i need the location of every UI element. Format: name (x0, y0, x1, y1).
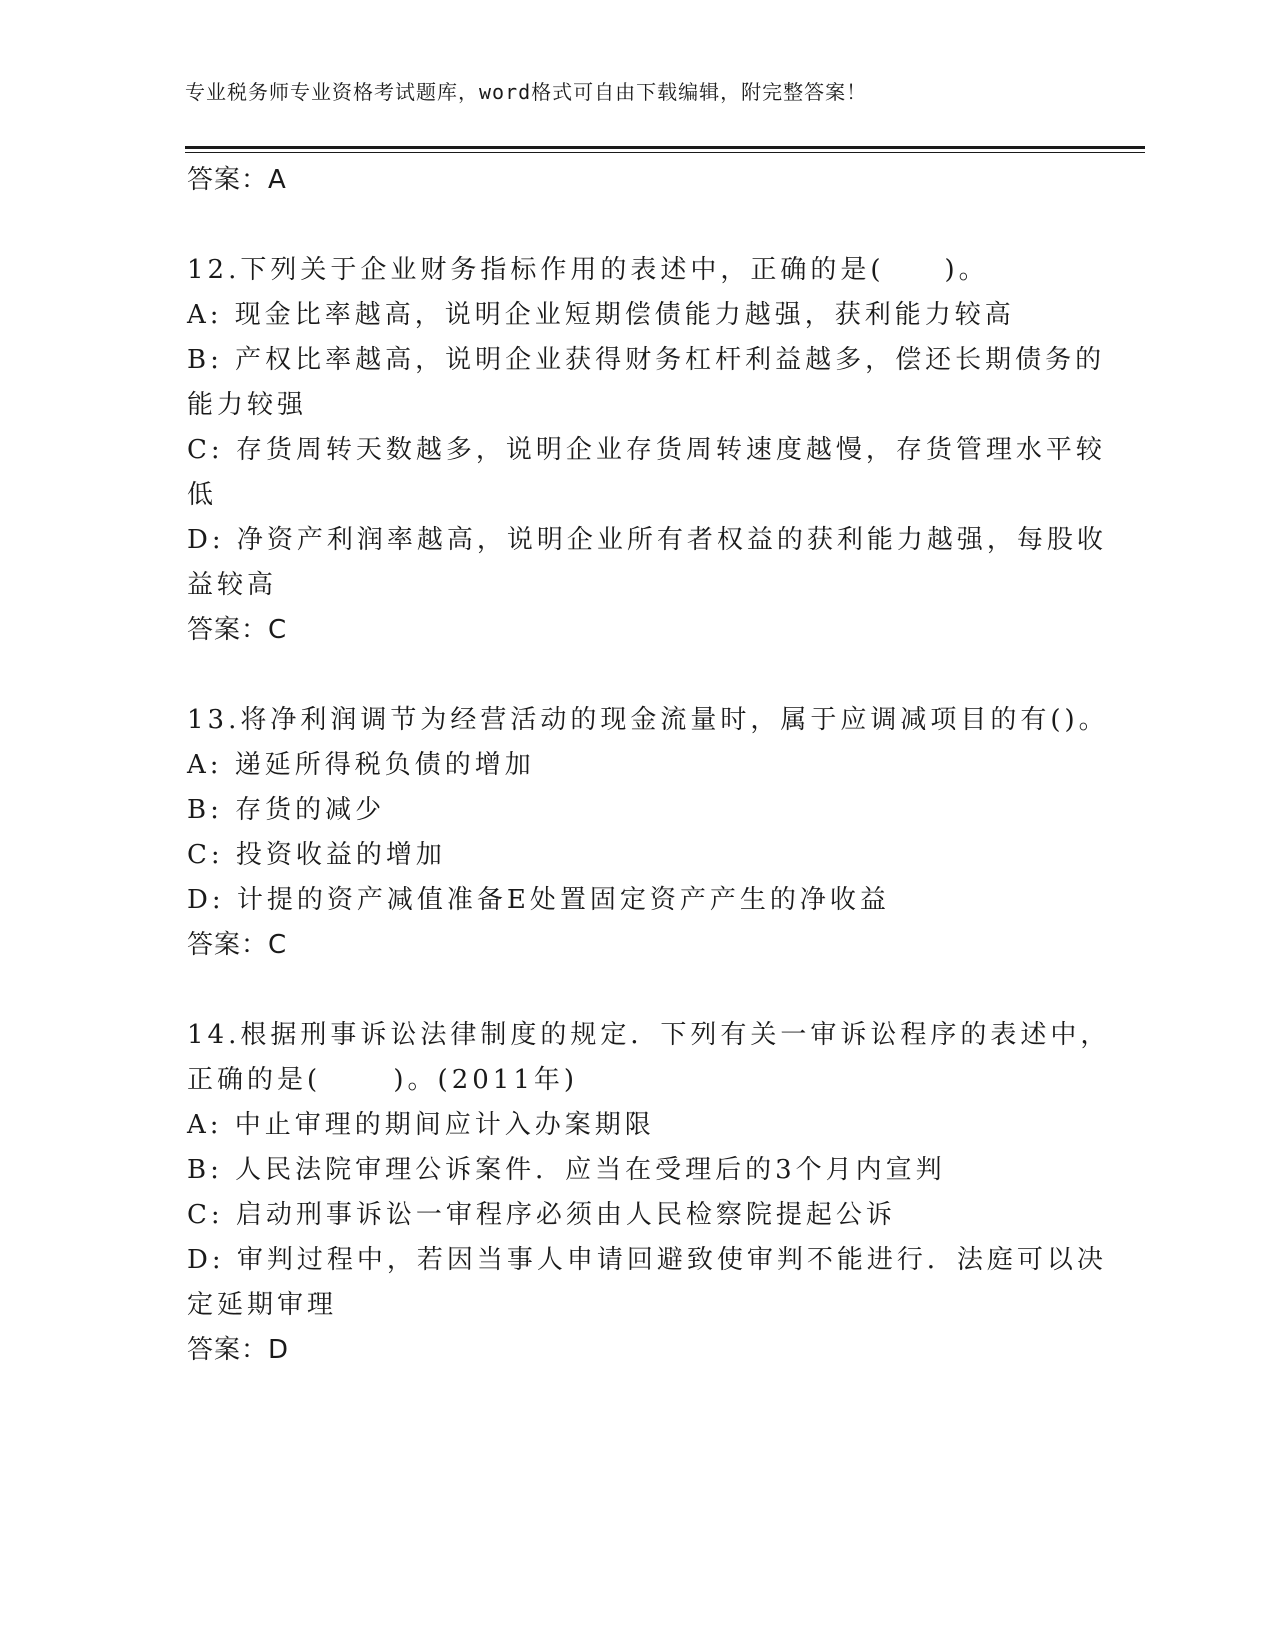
header-rule-thin (185, 152, 1145, 153)
question-block-13 (187, 698, 1127, 968)
spacer (187, 203, 1127, 248)
question-stem-continued: 正确的是( )。(2011年) (187, 1065, 579, 1095)
spacer (187, 968, 1127, 1013)
page-header-note: 专业税务师专业资格考试题库，word格式可自由下载编辑，附完整答案！ (185, 80, 868, 104)
question-stem: 14.根据刑事诉讼法律制度的规定．下列有关一审诉讼程序的表述中， (187, 1020, 1111, 1050)
option-a: A: 中止审理的期间应计入办案期限 (187, 1110, 655, 1140)
option-d: D: 计提的资产减值准备E处置固定资产产生的净收益 (187, 885, 890, 915)
question-stem: 12.下列关于企业财务指标作用的表述中，正确的是( )。 (187, 255, 989, 285)
option-d-continued: 定延期审理 (187, 1290, 338, 1320)
answer-line: 答案：A (187, 165, 287, 195)
option-d: D: 净资产利润率越高，说明企业所有者权益的获利能力越强，每股收 (187, 525, 1107, 555)
option-c: C: 投资收益的增加 (187, 840, 446, 870)
option-a: A: 递延所得税负债的增加 (187, 750, 535, 780)
option-c-continued: 低 (187, 480, 218, 510)
option-d-continued: 益较高 (187, 570, 278, 600)
question-block-12 (187, 248, 1127, 653)
option-b: B: 存货的减少 (187, 795, 386, 825)
option-b: B: 产权比率越高，说明企业获得财务杠杆利益越多，偿还长期债务的 (187, 345, 1106, 375)
option-c: C: 启动刑事诉讼一审程序必须由人民检察院提起公诉 (187, 1200, 896, 1230)
answer-line: 答案：C (187, 615, 288, 645)
option-c: C: 存货周转天数越多，说明企业存货周转速度越慢，存货管理水平较 (187, 435, 1106, 465)
question-block-14 (187, 1013, 1127, 1373)
question-stem: 13.将净利润调节为经营活动的现金流量时，属于应调减项目的有()。 (187, 705, 1109, 735)
answer-line: 答案：C (187, 930, 288, 960)
question-content (187, 158, 1127, 1373)
spacer (187, 653, 1127, 698)
answer-line: 答案：D (187, 1335, 290, 1365)
option-b-continued: 能力较强 (187, 390, 308, 420)
header-rule-thick (185, 146, 1145, 149)
option-d: D: 审判过程中，若因当事人申请回避致使审判不能进行．法庭可以决 (187, 1245, 1107, 1275)
option-a: A: 现金比率越高，说明企业短期偿债能力越强，获利能力较高 (187, 300, 1015, 330)
option-b: B: 人民法院审理公诉案件．应当在受理后的3个月内宣判 (187, 1155, 946, 1185)
